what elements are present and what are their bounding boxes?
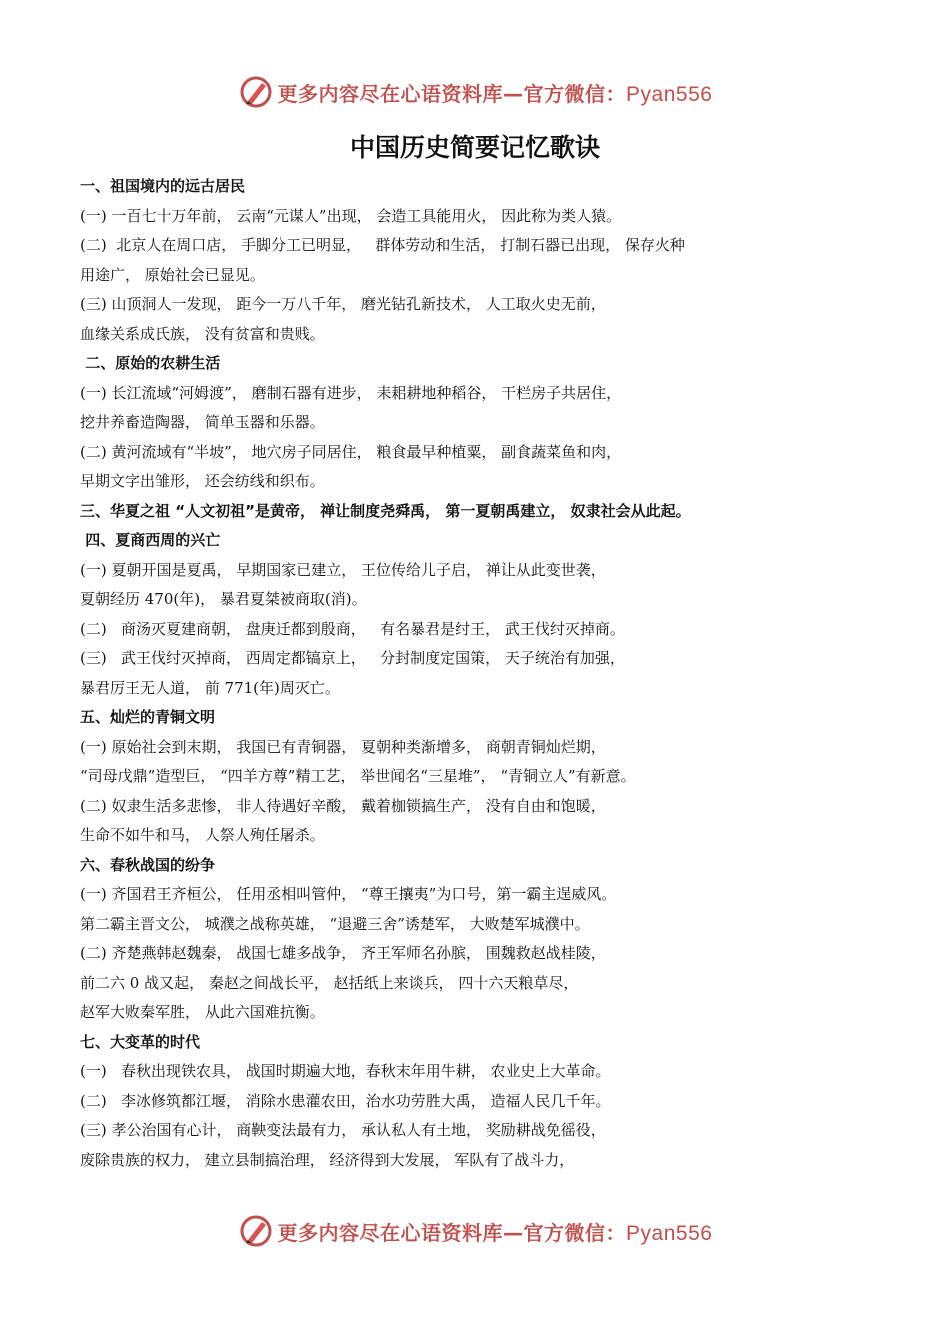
footer-banner [0, 1209, 950, 1253]
verse-line: 第二霸主晋文公， 城濮之战称英雄， “退避三舍”诱楚军， 大败楚军城濮中。 [80, 914, 590, 933]
banner-text: 更多内容尽在心语资料库—官方微信：Pyan556 [277, 81, 713, 106]
section-heading: 二、原始的农耕生活 [80, 354, 221, 372]
section-heading: 三、华夏之祖 “人文初祖”是黄帝， 禅让制度尧舜禹， 第一夏朝禹建立， 奴隶社会从此起。 [80, 501, 691, 520]
verse-line: (一) 夏朝开国是夏禹， 早期国家已建立， 王位传给儿子启， 禅让从此变世袭， [80, 560, 606, 579]
verse-line: 赵军大败秦军胜， 从此六国难抗衡。 [80, 1003, 325, 1021]
banner-text: 更多内容尽在心语资料库—官方微信：Pyan556 [277, 1220, 713, 1245]
verse-line: 挖井养畜造陶器， 简单玉器和乐器。 [80, 413, 325, 431]
section-heading: 五、灿烂的青铜文明 [80, 708, 216, 726]
verse-line: (二) 李冰修筑都江堰， 消除水患灌农田，治水功劳胜大禹， 造福人民几千年。 [80, 1091, 611, 1110]
verse-line: (一) 齐国君王齐桓公， 任用丞相叫管仲， “尊王攘夷”为口号，第一霸主逞威风。 [80, 885, 617, 903]
section-heading: 六、春秋战国的纷争 [80, 855, 216, 874]
verse-line: (一) 一百七十万年前， 云南“元谋人”出现， 会造工具能用火， 因此称为类人猿。 [80, 206, 622, 225]
verse-line: (一) 长江流域“河姆渡”， 磨制石器有进步， 耒耜耕地种稻谷， 干栏房子共居住， [80, 383, 622, 402]
verse-line: 夏朝经历 470(年)， 暴君夏桀被商取(消)。 [80, 590, 367, 608]
verse-line: (二) 商汤灭夏建商朝， 盘庚迁都到殷商， 有名暴君是纣王， 武王伐纣灭掉商。 [80, 619, 625, 638]
pen-logo-icon [238, 74, 274, 110]
verse-line: (三) 孝公治国有心计， 商鞅变法最有力， 承认私人有土地， 奖励耕战免徭役， [80, 1121, 606, 1139]
verse-line: 生命不如牛和马， 人祭人殉任屠杀。 [80, 826, 325, 844]
verse-line: 暴君厉王无人道， 前 771(年)周灭亡。 [80, 678, 340, 697]
verse-line: (二) 齐楚燕韩赵魏秦， 战国七雄多战争， 齐王军师名孙膑， 围魏救赵战桂陵， [80, 944, 606, 962]
verse-line: (二) 黄河流域有“半坡”， 地穴房子同居住， 粮食最早种植粟， 副食蔬菜鱼和肉， [80, 442, 622, 461]
verse-line: (三) 武王伐纣灭掉商， 西周定都镐京上， 分封制度定国策， 天子统治有加强， [80, 649, 625, 667]
verse-line: 用途广， 原始社会已显见。 [80, 265, 265, 284]
header-banner [0, 70, 950, 114]
verse-line: 废除贵族的权力， 建立县制搞治理， 经济得到大发展， 军队有了战斗力， [80, 1150, 575, 1169]
section-heading: 四、夏商西周的兴亡 [80, 531, 221, 549]
verse-line: “司母戊鼎”造型巨， “四羊方尊”精工艺， 举世闻名“三星堆”， “青铜立人”有新意。 [80, 767, 636, 785]
document-title: 中国历史简要记忆歌诀 [349, 133, 600, 162]
verse-line: (二) 北京人在周口店， 手脚分工已明显， 群体劳动和生活， 打制石器已出现， 保存火种 [80, 236, 685, 254]
verse-line: (二) 奴隶生活多悲惨， 非人待遇好辛酸， 戴着枷锁搞生产， 没有自由和饱暖， [80, 796, 606, 815]
section-heading: 七、大变革的时代 [80, 1032, 201, 1051]
verse-line: (一) 春秋出现铁农具， 战国时期遍大地，春秋末年用牛耕， 农业史上大革命。 [80, 1062, 611, 1080]
document-body [80, 172, 900, 1175]
verse-line: 血缘关系成氏族， 没有贫富和贵贱。 [80, 324, 325, 343]
pen-logo-icon [238, 1213, 274, 1249]
verse-line: (一) 原始社会到末期， 我国已有青铜器， 夏朝种类渐增多， 商朝青铜灿烂期， [80, 737, 606, 756]
verse-line: 早期文字出雏形， 还会纺线和织布。 [80, 472, 325, 490]
verse-line: (三) 山顶洞人一发现， 距今一万八千年， 磨光钻孔新技术， 人工取火史无前， [80, 295, 606, 313]
section-heading: 一、祖国境内的远古居民 [80, 177, 246, 195]
verse-line: 前二六 0 战又起， 秦赵之间战长平， 赵括纸上来谈兵， 四十六天粮草尽， [80, 973, 579, 992]
